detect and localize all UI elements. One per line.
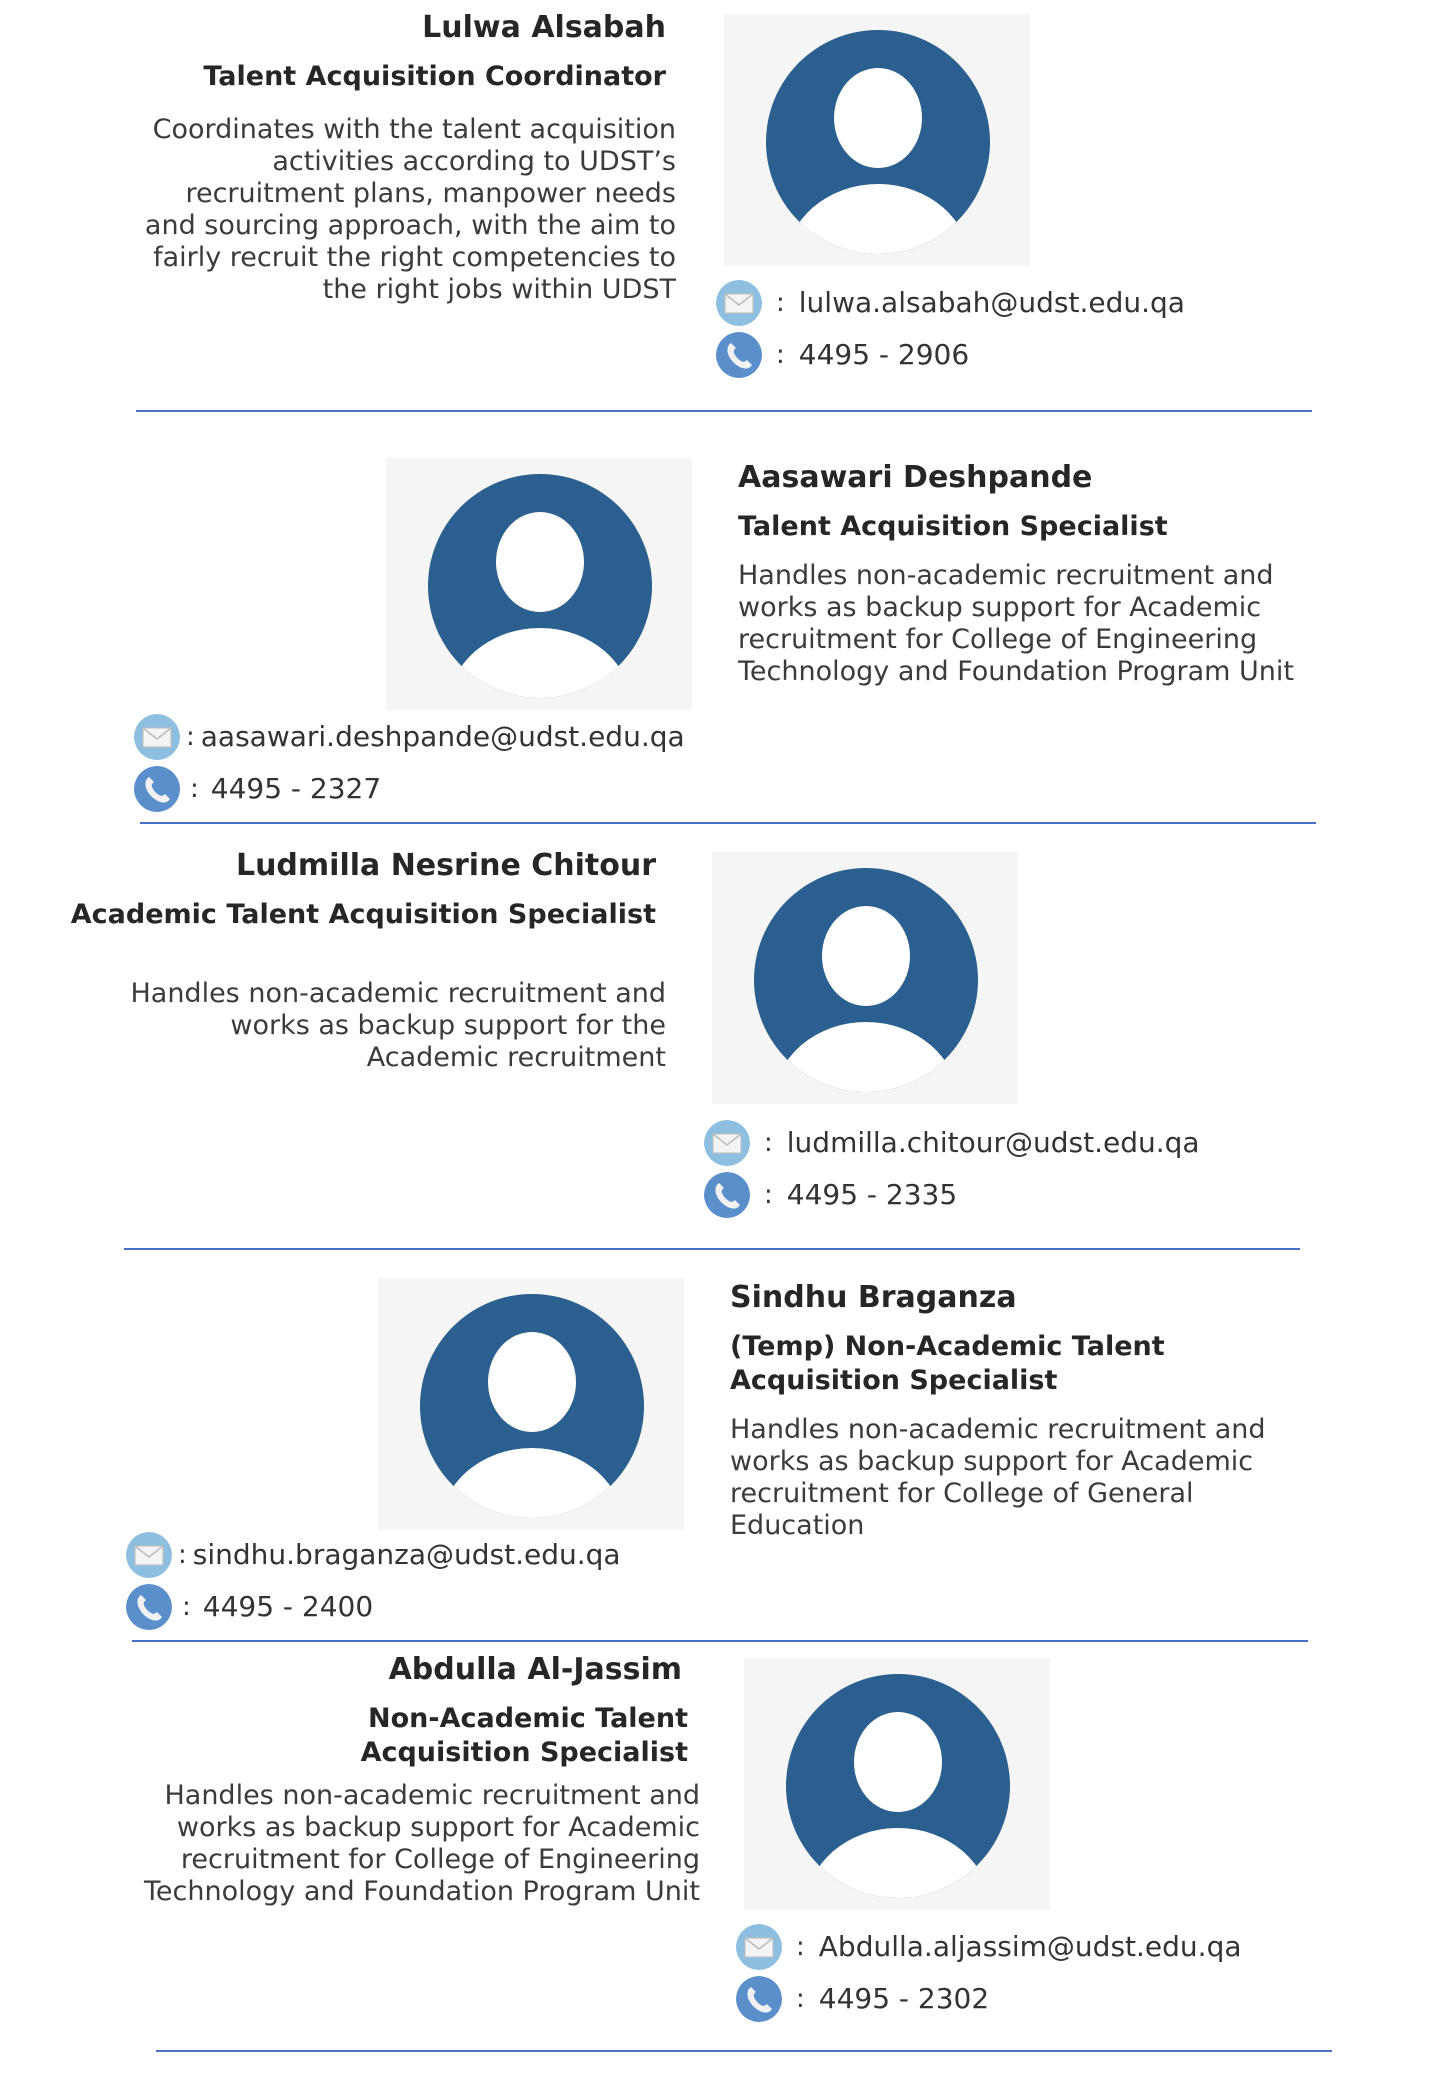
section-divider xyxy=(124,1248,1300,1250)
phone-number: 4495 - 2335 xyxy=(786,1178,958,1211)
section-divider xyxy=(156,2050,1332,2052)
person-description: Handles non-academic recruitment and works as backup support for the Academic recruitment xyxy=(130,978,666,1073)
email-row xyxy=(704,1120,1200,1166)
phone-icon xyxy=(126,1584,172,1630)
separator: : xyxy=(796,1984,805,2014)
phone-number: 4495 - 2327 xyxy=(210,772,382,805)
email-row xyxy=(736,1924,1242,1970)
phone-icon xyxy=(736,1976,782,2022)
profile-photo xyxy=(744,1658,1050,1910)
email-link[interactable]: Abdulla.aljassim@udst.edu.qa xyxy=(818,1930,1242,1963)
phone-number: 4495 - 2302 xyxy=(818,1982,990,2015)
person-title: Academic Talent Acquisition Specialist xyxy=(70,899,656,930)
person-name: Sindhu Braganza xyxy=(730,1280,1017,1315)
profile-photo xyxy=(378,1278,684,1530)
profile-photo xyxy=(712,852,1018,1104)
separator: : xyxy=(764,1180,773,1210)
phone-icon xyxy=(134,766,180,812)
section-divider xyxy=(132,1640,1308,1642)
phone-icon xyxy=(716,332,762,378)
person-description: Handles non-academic recruitment and works as backup support for Academic recruitment for College of Engineering Technology and Foundation Program Unit xyxy=(738,560,1294,687)
profile-photo xyxy=(386,458,692,710)
avatar-placeholder-icon xyxy=(712,852,1018,1104)
separator: : xyxy=(190,774,199,804)
phone-row xyxy=(716,332,969,378)
avatar-placeholder-icon xyxy=(744,1658,1050,1910)
email-row xyxy=(134,714,685,760)
avatar-placeholder-icon xyxy=(724,14,1030,266)
envelope-icon xyxy=(716,280,762,326)
phone-number: 4495 - 2906 xyxy=(798,338,970,371)
phone-icon xyxy=(704,1172,750,1218)
person-title: Talent Acquisition Coordinator xyxy=(203,61,666,92)
person-name: Lulwa Alsabah xyxy=(422,10,666,45)
person-title: (Temp) Non-Academic Talent Acquisition Specialist xyxy=(730,1331,1165,1396)
separator: : xyxy=(178,1540,187,1570)
separator: : xyxy=(764,1128,773,1158)
avatar-placeholder-icon xyxy=(386,458,692,710)
separator: : xyxy=(796,1932,805,1962)
section-divider xyxy=(140,822,1316,824)
separator: : xyxy=(182,1592,191,1622)
person-name: Ludmilla Nesrine Chitour xyxy=(235,848,656,883)
phone-row xyxy=(134,766,381,812)
phone-row xyxy=(704,1172,957,1218)
phone-row xyxy=(736,1976,989,2022)
person-name: Abdulla Al-Jassim xyxy=(388,1652,682,1687)
person-description: Handles non-academic recruitment and works as backup support for Academic recruitment for College of Engineering Technology and Foundation Program Unit xyxy=(144,1780,700,1907)
separator: : xyxy=(776,340,785,370)
separator: : xyxy=(186,722,195,752)
email-row xyxy=(126,1532,621,1578)
phone-number: 4495 - 2400 xyxy=(202,1590,374,1623)
envelope-icon xyxy=(736,1924,782,1970)
envelope-icon xyxy=(126,1532,172,1578)
person-description: Handles non-academic recruitment and works as backup support for Academic recruitment for College of General Education xyxy=(730,1414,1266,1541)
profile-photo xyxy=(724,14,1030,266)
separator: : xyxy=(776,288,785,318)
person-title: Non-Academic Talent Acquisition Specialist xyxy=(360,1703,688,1768)
avatar-placeholder-icon xyxy=(378,1278,684,1530)
phone-row xyxy=(126,1584,373,1630)
person-description: Coordinates with the talent acquisition activities according to UDST’s recruitment plans, manpower needs and sourcing approach, with the aim to fairly recruit the right competencies to the right jobs within UDST xyxy=(144,114,676,305)
envelope-icon xyxy=(134,714,180,760)
email-link[interactable]: ludmilla.chitour@udst.edu.qa xyxy=(786,1126,1200,1159)
email-link[interactable]: lulwa.alsabah@udst.edu.qa xyxy=(798,286,1185,319)
email-row xyxy=(716,280,1185,326)
section-divider xyxy=(136,410,1312,412)
email-link[interactable]: sindhu.braganza@udst.edu.qa xyxy=(192,1538,621,1571)
email-link[interactable]: aasawari.deshpande@udst.edu.qa xyxy=(200,720,685,753)
person-title: Talent Acquisition Specialist xyxy=(738,511,1168,542)
person-name: Aasawari Deshpande xyxy=(738,460,1093,495)
envelope-icon xyxy=(704,1120,750,1166)
